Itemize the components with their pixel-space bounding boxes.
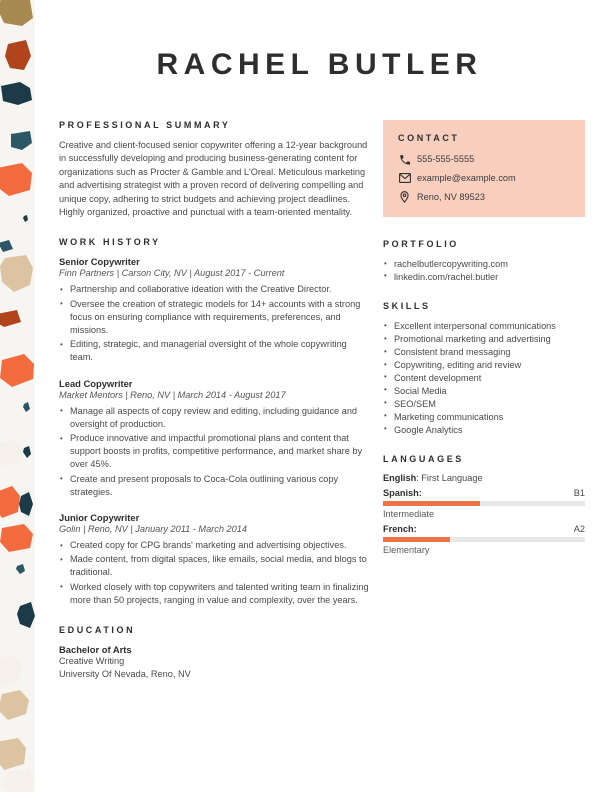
language-proficiency-bar [383,501,585,506]
skill-item: • Copywriting, editing and review [383,359,585,371]
skill-item: • Social Media [383,385,585,397]
work-history-entry [59,512,369,607]
work-history-entry [59,378,369,499]
job-bullet-list [59,283,369,364]
section-languages [383,454,585,555]
language-name: French: [383,523,417,534]
envelope-icon [398,172,411,184]
portfolio-item[interactable]: • linkedin.com/rachel.butler [383,271,585,283]
work-history-entry [59,256,369,364]
education-field: Creative Writing [59,656,125,667]
section-education [59,625,369,680]
language-entry-french [383,524,585,555]
language-proficiency-fill [383,537,450,542]
decorative-terrazzo-border [0,0,35,792]
job-title: Senior Copywriter [59,256,140,268]
job-meta: Market Mentors | Reno, NV | March 2014 - August 2017 [59,389,286,400]
job-meta: Golin | Reno, NV | January 2011 - March 2014 [59,524,247,535]
language-first-value: : First Language [416,472,483,483]
section-heading-skills: SKILLS [383,301,431,312]
terrazzo-shapes [0,0,35,792]
skill-item: • SEO/SEM [383,398,585,410]
job-title: Lead Copywriter [59,377,133,389]
right-column [383,120,612,573]
resume-page [35,0,612,792]
location-pin-icon [398,191,411,203]
job-bullet: • Partnership and collaborative ideation with the Creative Director. [59,283,369,296]
job-bullet-list [59,539,369,607]
portfolio-list [383,258,585,283]
portfolio-item[interactable]: • rachelbutlercopywriting.com [383,258,585,270]
job-bullet: • Manage all aspects of copy review and editing, including guidance and oversight of production. [59,405,369,431]
skill-item: • Content development [383,372,585,384]
language-entry-spanish [383,488,585,519]
language-level-code: B1 [573,487,585,498]
section-heading-professional-summary: PROFESSIONAL SUMMARY [59,120,231,130]
phone-icon [398,153,411,165]
contact-row-phone [398,153,570,165]
skill-item: • Excellent interpersonal communications [383,320,585,332]
skills-list [383,320,585,436]
language-level-description: Elementary [383,544,430,555]
contact-row-email [398,172,570,184]
skill-item: • Marketing communications [383,411,585,423]
job-bullet: • Created copy for CPG brands' marketing and advertising objectives. [59,539,369,552]
contact-row-location [398,191,570,203]
language-proficiency-fill [383,501,480,506]
section-work-history [59,237,369,607]
section-portfolio [383,239,585,283]
language-proficiency-bar [383,537,585,542]
skill-item: • Google Analytics [383,424,585,436]
language-header [383,524,585,534]
left-column [35,120,383,698]
job-bullet: • Made content, from digital spaces, like emails, social media, and blogs to traditional. [59,553,369,579]
two-column-layout [35,82,612,698]
contact-card [383,120,585,217]
education-school: University Of Nevada, Reno, NV [59,668,191,679]
job-bullet: • Worked closely with top copywriters and talented writing team in finalizing more than 50 projects, ranging in value and complexity, over the years. [59,581,369,607]
section-heading-contact: CONTACT [398,133,460,143]
job-bullet: • Oversee the creation of strategic models for 14+ accounts with a strong focus on ensuring compliance with requirements, preferences, and missions. [59,298,369,338]
job-bullet: • Editing, strategic, and managerial oversight of the whole copywriting team. [59,338,369,364]
contact-phone-value: 555-555-5555 [417,154,475,164]
contact-email-value: example@example.com [417,173,516,183]
section-heading-languages: LANGUAGES [383,453,464,464]
page-title: RACHEL BUTLER [156,48,483,81]
section-heading-work-history: WORK HISTORY [59,237,161,248]
language-name: Spanish: [383,487,422,498]
contact-location-value: Reno, NV 89523 [417,192,485,202]
skill-item: • Consistent brand messaging [383,346,585,358]
job-title: Junior Copywriter [59,512,140,524]
section-skills [383,301,585,436]
job-bullet: • Create and present proposals to Coca-Cola outlining various copy strategies. [59,473,369,499]
language-level-description: Intermediate [383,508,435,519]
job-meta: Finn Partners | Carson City, NV | August 2017 - Current [59,268,285,279]
language-level-code: A2 [573,523,585,534]
section-professional-summary [59,120,369,219]
skill-item: • Promotional marketing and advertising [383,333,585,345]
language-first [383,473,585,483]
job-bullet-list [59,405,369,499]
education-degree: Bachelor of Arts [59,644,132,656]
section-heading-portfolio: PORTFOLIO [383,239,459,249]
job-bullet: • Produce innovative and impactful promotional plans and content that support boosts in profits, competitive performance, and market share by over 45%. [59,432,369,472]
professional-summary-text: Creative and client-focused senior copywriter offering a 12-year background in successfully developing and producing business-generating content for organizations such as Procter & Gamble and L'Oreal. Meticulous marketing and advertising strategist with a proven record of delivering compelling and unique copy, adhering to strict budgets and achieving project deadlines. Highly organized, proactive and punctual with a team-oriented mentality. [59,140,368,218]
language-header [383,488,585,498]
language-first-name: English [383,472,417,483]
section-heading-education: EDUCATION [59,625,136,636]
